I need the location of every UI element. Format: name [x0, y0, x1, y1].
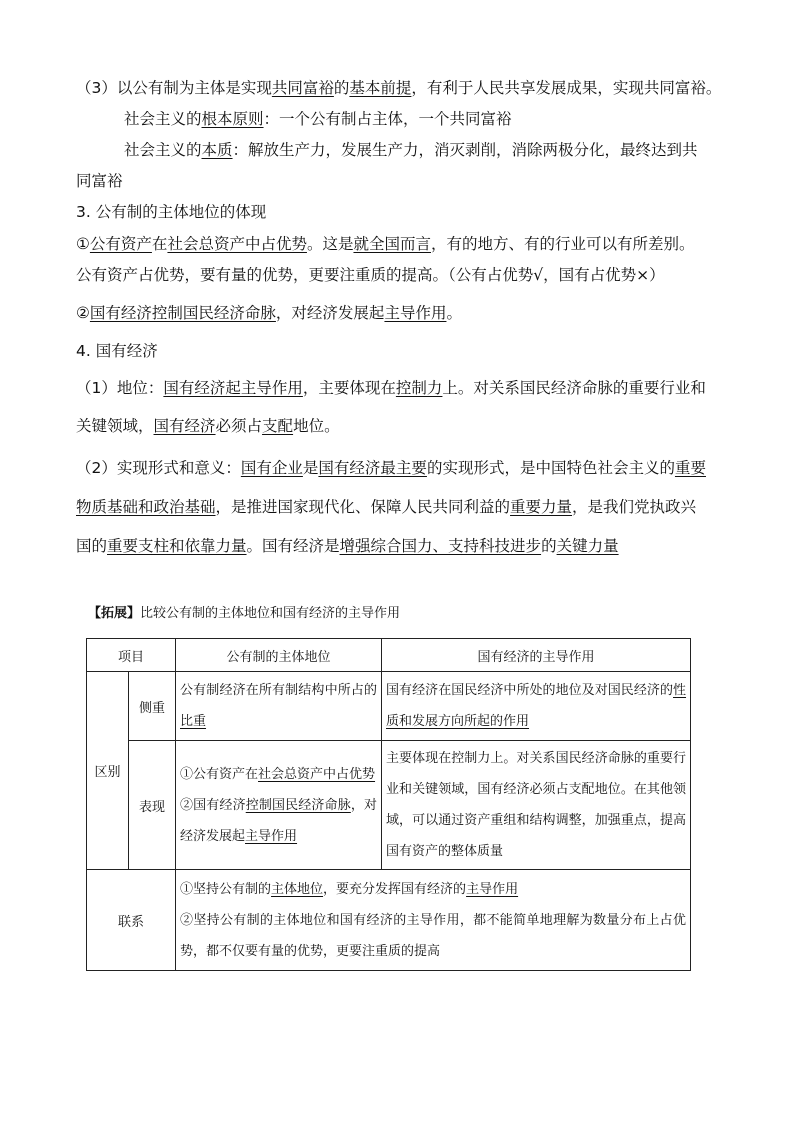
table-row-link — [87, 870, 691, 971]
para3-line1: （3）以公有制为主体是实现共同富裕的基本前提，有利于人民共享发展成果，实现共同富裕。 — [76, 79, 722, 97]
table-row-focus — [87, 672, 691, 741]
comparison-table — [86, 638, 691, 971]
diff-label: 区别 — [87, 672, 129, 870]
show-label: 表现 — [129, 741, 176, 870]
focus-label: 侧重 — [129, 672, 176, 741]
table-header-row — [87, 639, 691, 672]
extension-heading — [88, 605, 400, 623]
focus-public-cell: 公有制经济在所有制结构中所占的比重 — [176, 672, 382, 741]
header-public-ownership: 公有制的主体地位 — [176, 639, 382, 672]
show-public-cell: ①公有资产在社会总资产中占优势 ②国有经济控制国民经济命脉，对经济发展起主导作用 — [176, 741, 382, 870]
para3-line4: 同富裕 — [76, 172, 123, 190]
para3-line2: 社会主义的根本原则：一个公有制占主体，一个共同富裕 — [124, 110, 512, 128]
header-item: 项目 — [87, 639, 176, 672]
para3-line3: 社会主义的本质：解放生产力，发展生产力，消灭剥削，消除两极分化，最终达到共 — [124, 141, 698, 159]
focus-state-cell: 国有经济在国民经济中所处的地位及对国民经济的性质和发展方向所起的作用 — [382, 672, 691, 741]
section4-title: 4. 国有经济 — [76, 342, 158, 360]
header-state-economy: 国有经济的主导作用 — [382, 639, 691, 672]
section4-form-line2: 物质基础和政治基础，是推进国家现代化、保障人民共同利益的重要力量，是我们党执政兴 — [76, 498, 697, 516]
extension-text: 比较公有制的主体地位和国有经济的主导作用 — [140, 606, 401, 621]
section4-position-line2: 关键领域，国有经济必须占支配地位。 — [76, 417, 340, 435]
table-row-show — [87, 741, 691, 870]
section3-point2: ②国有经济控制国民经济命脉，对经济发展起主导作用。 — [76, 304, 462, 322]
section3-point1: ①公有资产在社会总资产中占优势。这是就全国而言，有的地方、有的行业可以有所差别。 — [76, 235, 695, 253]
section4-position-line1: （1）地位：国有经济起主导作用，主要体现在控制力上。对关系国民经济命脉的重要行业和 — [76, 379, 706, 397]
section3-point1-cont: 公有资产占优势，要有量的优势，更要注重质的提高。（公有占优势√，国有占优势×） — [76, 266, 665, 284]
link-cell: ①坚持公有制的主体地位，要充分发挥国有经济的主导作用 ②坚持公有制的主体地位和国有经济的主导作用，都不能简单地理解为数量分布上占优势，都不仅要有量的优势，更要注重质的提高 — [176, 870, 691, 971]
show-state-cell: 主要体现在控制力上。对关系国民经济命脉的重要行业和关键领域，国有经济必须占支配地位。在其他领域，可以通过资产重组和结构调整，加强重点，提高国有资产的整体质量 — [382, 741, 691, 870]
section3-title: 3. 公有制的主体地位的体现 — [76, 203, 267, 221]
extension-label: 【拓展】 — [88, 606, 141, 621]
section4-form-line3: 国的重要支柱和依靠力量。国有经济是增强综合国力、支持科技进步的关键力量 — [76, 537, 619, 555]
link-label: 联系 — [87, 870, 176, 971]
section4-form-line1: （2）实现形式和意义：国有企业是国有经济最主要的实现形式，是中国特色社会主义的重要 — [76, 459, 706, 477]
